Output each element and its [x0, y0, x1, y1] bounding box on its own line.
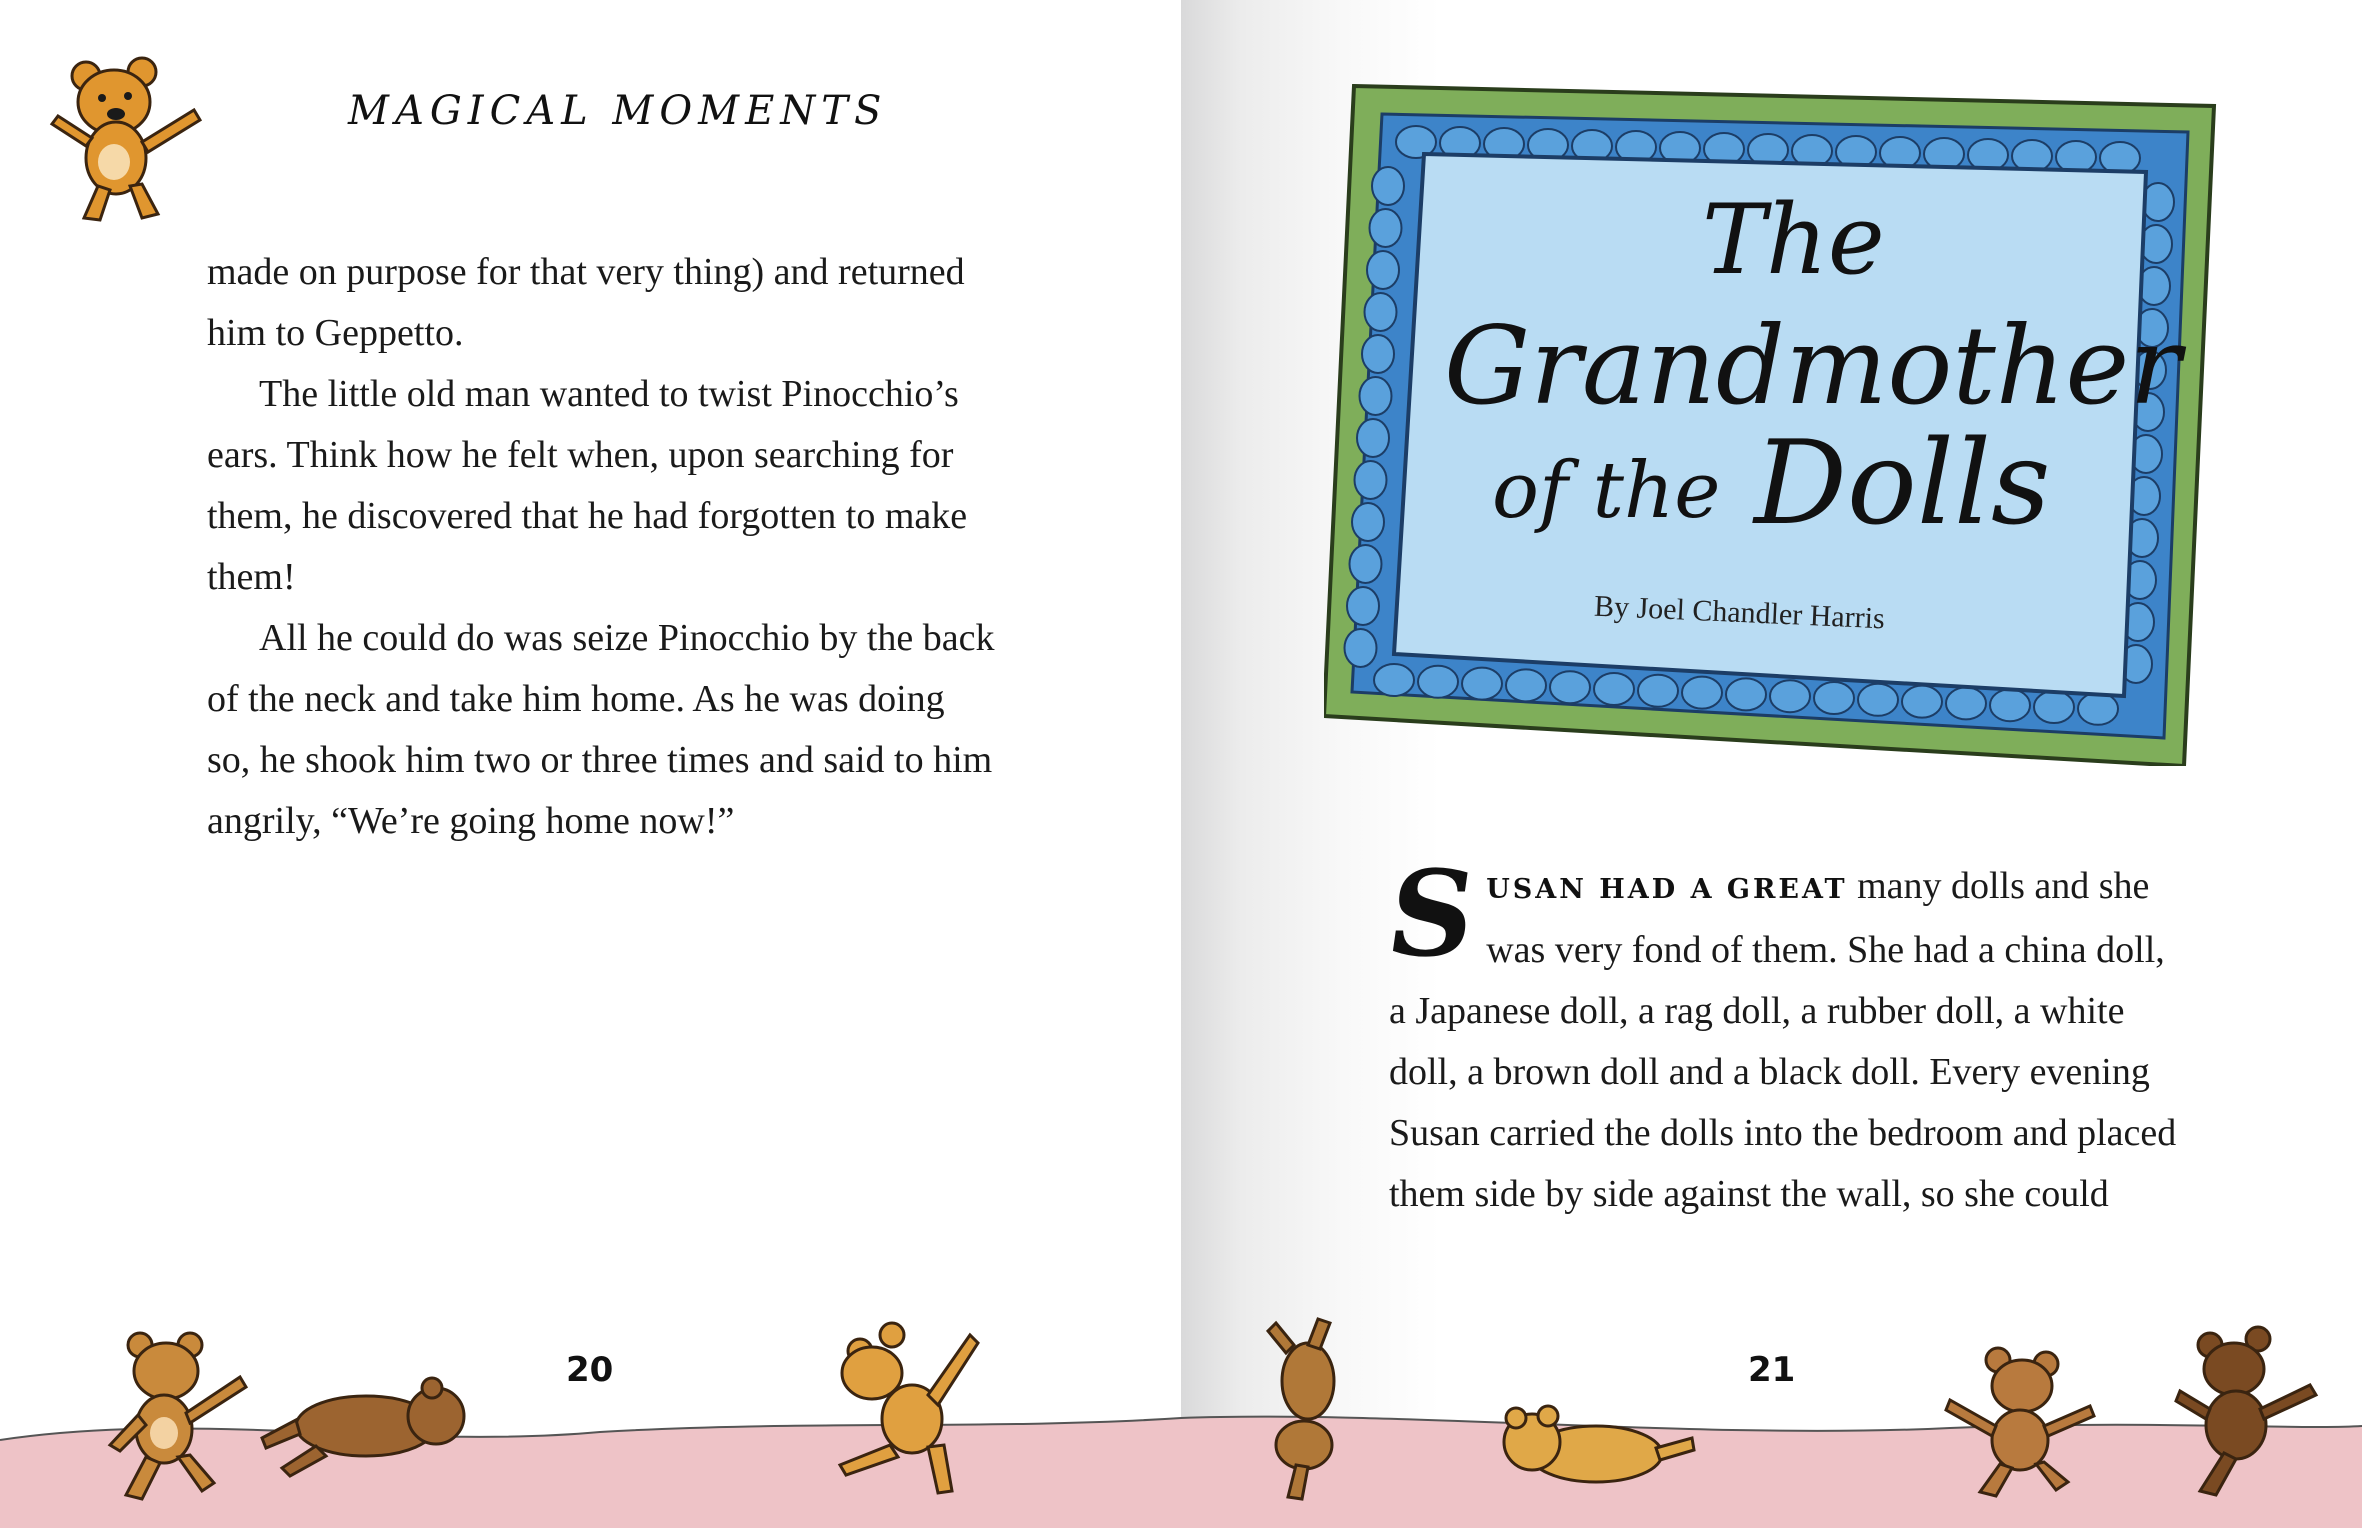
teddy-bear-icon [820, 1315, 980, 1505]
frame-bead [1360, 377, 1392, 415]
teddy-bear-icon [44, 54, 204, 224]
teddy-bear-icon [1940, 1340, 2100, 1500]
paragraph [1379, 844, 2179, 1225]
right-page [1181, 0, 2362, 1528]
frame-bead [1770, 680, 1810, 712]
teddy-bear-icon [256, 1368, 476, 1478]
frame-bead [1594, 673, 1634, 705]
frame-bead [1682, 677, 1722, 709]
author-credit: By Joel Chandler Harris [1593, 589, 1886, 636]
frame-bead [1506, 669, 1546, 701]
title-illustration [1324, 76, 2224, 766]
frame-bead [1370, 209, 1402, 247]
title-line-grandmother: Grandmother [1444, 304, 2181, 429]
teddy-bear-icon [2170, 1325, 2320, 1505]
frame-bead [1462, 668, 1502, 700]
frame-bead [1418, 666, 1458, 698]
frame-bead [2078, 693, 2118, 725]
drop-cap: S [1379, 844, 1485, 983]
title-line-dolls: Dolls [1754, 416, 2051, 551]
paragraph-text: many dolls and she was very fond of them. She had a china doll, a Japanese doll, a rag doll, a rubber doll, a white doll, a brown doll and a black doll. Every evening Susan carried the dolls into the bedroom and placed them side by side against the wall, so she could [1389, 865, 2177, 1215]
running-head: MAGICAL MOMENTS [348, 88, 888, 134]
frame-bead [1372, 167, 1404, 205]
paragraph: All he could do was seize Pinocchio by the back of the neck and take him home. As he was doing so, he shook him two or three times and said to him angrily, “We’re going home now!” [207, 617, 995, 842]
teddy-bear-icon [90, 1325, 250, 1505]
frame-bead [1550, 671, 1590, 703]
teddy-bear-icon [1496, 1398, 1696, 1498]
frame-bead [1990, 689, 2030, 721]
frame-bead [1814, 682, 1854, 714]
frame-bead [1350, 545, 1382, 583]
frame-bead [1902, 686, 1942, 718]
paragraph: made on purpose for that very thing) and returned him to Geppetto. [207, 251, 965, 354]
frame-bead [1367, 251, 1399, 289]
page-number: 20 [566, 1350, 614, 1390]
frame-bead [1345, 629, 1377, 667]
frame-bead [2034, 691, 2074, 723]
frame-bead [1352, 503, 1384, 541]
right-body-text [1379, 844, 2179, 1225]
left-body-text [207, 242, 997, 852]
title-line-of-the: of the [1492, 446, 1721, 536]
frame-bead [1357, 419, 1389, 457]
frame-bead [1365, 293, 1397, 331]
frame-bead [1374, 664, 1414, 696]
teddy-bear-icon [1248, 1315, 1368, 1505]
frame-bead [1858, 684, 1898, 716]
frame-bead [1638, 675, 1678, 707]
page-number: 21 [1748, 1350, 1796, 1390]
frame-bead [1347, 587, 1379, 625]
frame-bead [1362, 335, 1394, 373]
frame-bead [1355, 461, 1387, 499]
title-line-the: The [1702, 184, 1885, 296]
lead-in-smallcaps: USAN HAD A GREAT [1486, 874, 1848, 905]
paragraph: The little old man wanted to twist Pinocchio’s ears. Think how he felt when, upon searching for them, he discovered that he had forgotten to make them! [207, 373, 968, 598]
frame-bead [1726, 678, 1766, 710]
frame-bead [1946, 687, 1986, 719]
